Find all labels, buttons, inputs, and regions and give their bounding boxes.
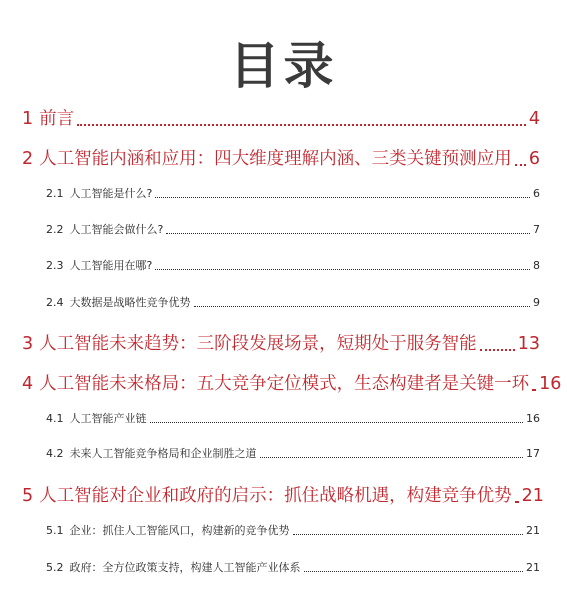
dot-leader: [515, 164, 526, 166]
toc-entry-number: 3: [22, 334, 34, 354]
toc-entry-4-1[interactable]: [46, 411, 540, 426]
toc-entry-number: 4: [22, 374, 34, 394]
toc-entry-page: 21: [526, 561, 540, 574]
dot-leader: [155, 197, 530, 198]
dot-leader: [260, 457, 524, 458]
toc-entry-title: 企业：抓住人工智能风口，构建新的竞争优势: [69, 524, 290, 537]
dot-leader: [515, 501, 519, 503]
page-title: 目录: [229, 37, 338, 95]
dot-leader: [166, 233, 530, 234]
toc-entry-title: 大数据是战略性竞争优势: [69, 296, 191, 309]
toc-entry-number: 2.3: [46, 259, 64, 272]
toc-entry-number: 5.1: [46, 524, 64, 537]
toc-entry-title: 人工智能会做什么?: [69, 223, 164, 236]
dot-leader: [532, 389, 536, 391]
toc-entry-page: 16: [526, 412, 540, 425]
toc-entry-page: 21: [521, 486, 544, 506]
toc-entry-title: 人工智能是什么?: [69, 187, 153, 200]
toc-entry-2-1[interactable]: [46, 186, 540, 201]
toc-entry-title: 未来人工智能竞争格局和企业制胜之道: [69, 447, 257, 460]
toc-entry-3[interactable]: [22, 333, 540, 355]
toc-entry-number: 4.1: [46, 412, 64, 425]
toc-entry-title: 人工智能未来格局：五大竞争定位模式，生态构建者是关键一环: [39, 374, 530, 394]
toc-entry-number: 1: [22, 109, 34, 129]
toc-entry-number: 2.1: [46, 187, 64, 200]
toc-entry-number: 2.2: [46, 223, 64, 236]
toc-entry-title: 前言: [39, 109, 75, 129]
toc-entry-number: 2: [22, 149, 34, 169]
toc-entry-2[interactable]: [22, 148, 540, 170]
toc-entry-title: 政府：全方位政策支持，构建人工智能产业体系: [69, 561, 301, 574]
dot-leader: [304, 571, 524, 572]
toc-entry-page: 8: [533, 259, 540, 272]
toc-entry-page: 9: [533, 296, 540, 309]
toc-entry-5[interactable]: [22, 485, 544, 507]
toc-entry-title: 人工智能用在哪?: [69, 259, 153, 272]
toc-entry-number: 4.2: [46, 447, 64, 460]
toc-entry-page: 6: [533, 187, 540, 200]
toc-entry-5-2[interactable]: [46, 560, 540, 575]
toc-entry-page: 13: [517, 334, 540, 354]
toc-entry-title: 人工智能未来趋势：三阶段发展场景，短期处于服务智能: [39, 334, 477, 354]
toc-entry-page: 4: [528, 109, 540, 129]
dot-leader: [155, 269, 530, 270]
toc-entry-title: 人工智能内涵和应用：四大维度理解内涵、三类关键预测应用: [39, 149, 512, 169]
toc-entry-2-2[interactable]: [46, 222, 540, 237]
toc-entry-page: 16: [539, 374, 562, 394]
toc-entry-page: 21: [526, 524, 540, 537]
dot-leader: [77, 124, 526, 126]
toc-entry-4-2[interactable]: [46, 446, 540, 461]
toc-entry-1[interactable]: [22, 108, 540, 130]
toc-entry-number: 5.2: [46, 561, 64, 574]
toc-entry-title: 人工智能产业链: [69, 412, 147, 425]
dot-leader: [194, 306, 531, 307]
toc-entry-page: 7: [533, 223, 540, 236]
toc-entry-number: 5: [22, 486, 34, 506]
dot-leader: [480, 349, 515, 351]
toc-entry-number: 2.4: [46, 296, 64, 309]
toc-entry-2-4[interactable]: [46, 295, 540, 310]
toc-entry-5-1[interactable]: [46, 523, 540, 538]
toc-entry-4[interactable]: [22, 373, 562, 395]
dot-leader: [150, 422, 524, 423]
toc-entry-page: 17: [526, 447, 540, 460]
toc-entry-page: 6: [528, 149, 540, 169]
toc-entry-2-3[interactable]: [46, 258, 540, 273]
dot-leader: [293, 534, 524, 535]
toc-entry-title: 人工智能对企业和政府的启示：抓住战略机遇，构建竞争优势: [39, 486, 512, 506]
